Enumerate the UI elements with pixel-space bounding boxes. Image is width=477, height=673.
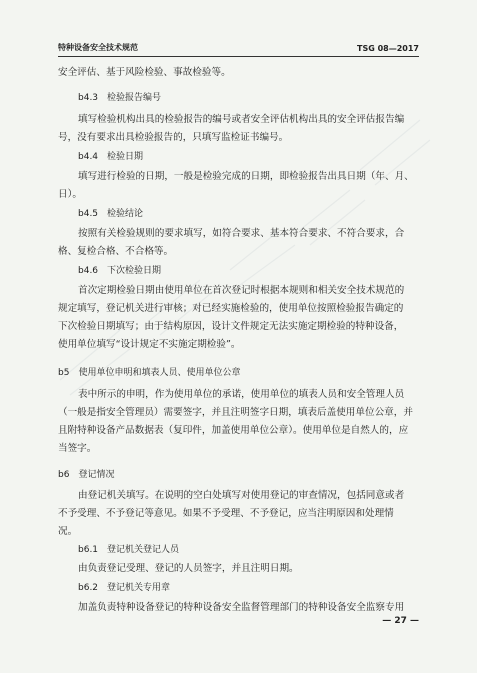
body-line: 当签字。 <box>58 443 97 454</box>
body-line: 填写进行检验的日期，一般是检验完成的日期，即检验报告出具日期（年、月、 <box>78 171 414 182</box>
section-heading-b5: b5 使用单位申明和填表人员、使用单位公章 <box>58 368 241 378</box>
body-line: 表中所示的申明，作为使用单位的承诺，使用单位的填表人员和安全管理人员 <box>78 389 405 400</box>
body-line: 下次检验日期填写；由于结构原因，设计文件规定无法实施定期检验的特种设备， <box>58 321 404 332</box>
body-line: 日）。 <box>58 189 82 200</box>
body-line: 由登记机关填写。在说明的空白处填写对使用登记的审查情况，包括同意或者 <box>78 490 405 501</box>
body-line: 规定填写，登记机关进行审核；对已经实施检验的，使用单位按照检验报告确定的 <box>58 303 404 314</box>
body-line: 使用单位填写“设计规定不实施定期检验”。 <box>58 339 241 350</box>
body-line: 首次定期检验日期由使用单位在首次登记时根据本规则和相关安全技术规范的 <box>78 285 405 296</box>
body-line: 按照有关检验规则的要求填写，如符合要求、基本符合要求、不符合要求，合 <box>78 228 405 239</box>
section-heading-b4-6: b4.6 下次检验日期 <box>78 266 162 276</box>
section-heading-b4-4: b4.4 检验日期 <box>78 152 144 162</box>
body-line: 号，没有要求出具检验报告的，只填写监检证书编号。 <box>58 132 289 143</box>
section-heading-b6-1: b6.1 登记机关登记人员 <box>78 545 180 555</box>
body-line: 且附特种设备产品数据表（复印件，加盖使用单位公章）。使用单位是自然人的，应 <box>58 425 409 436</box>
body-line: 由负责登记受理、登记的人员签字，并且注明日期。 <box>78 563 299 574</box>
section-heading-b4-5: b4.5 检验结论 <box>78 209 144 219</box>
body-line: （一般是指安全管理员）需要签字，并且注明签字日期，填表后盖使用单位公章，并 <box>58 407 413 418</box>
body-line: 安全评估、基于风险检验、事故检验等。 <box>58 67 231 78</box>
section-heading-b6-2: b6.2 登记机关专用章 <box>78 583 171 593</box>
body-line: 况。 <box>58 526 78 537</box>
header-standard-number: TSG 08—2017 <box>357 44 419 53</box>
section-heading-b4-3: b4.3 检验报告编号 <box>78 93 162 103</box>
body-line: 加盖负责特种设备登记的特种设备安全监督管理部门的特种设备安全监察专用 <box>78 602 405 613</box>
body-line: 填写检验机构出具的检验报告的编号或者安全评估机构出具的安全评估报告编 <box>78 114 405 125</box>
header-title: 特种设备安全技术规范 <box>58 43 138 52</box>
body-line: 不予受理、不予登记等意见。如果不予受理、不予登记，应当注明原因和处理情 <box>58 508 394 519</box>
section-heading-b6: b6 登记情况 <box>58 470 115 480</box>
page-header <box>58 40 419 57</box>
page-number: — 27 — <box>382 616 419 626</box>
body-line: 格、复检合格、不合格等。 <box>58 246 174 257</box>
